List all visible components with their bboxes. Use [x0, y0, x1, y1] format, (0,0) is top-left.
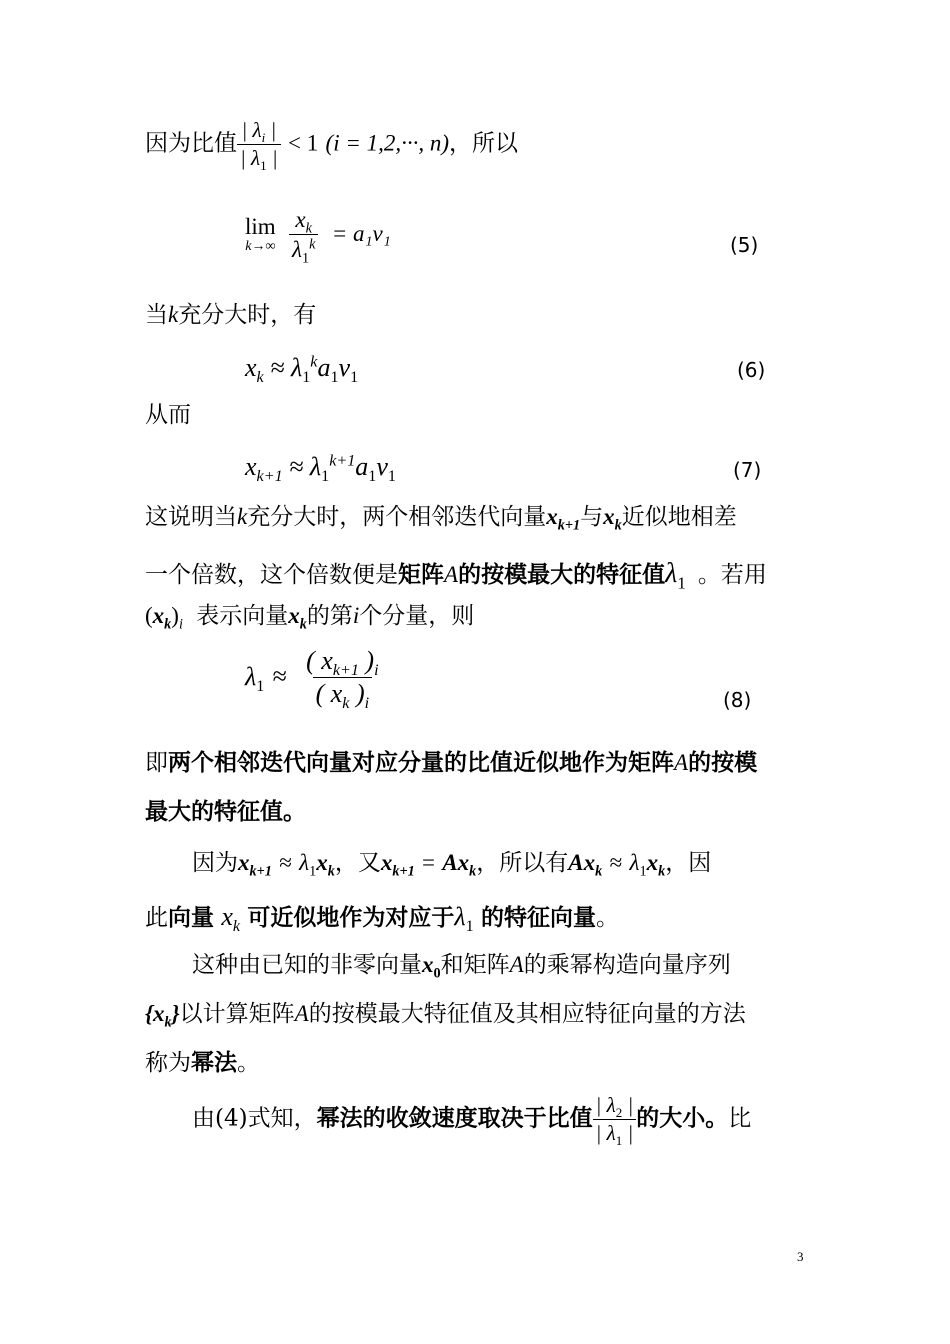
hence-line: 从而 [145, 402, 191, 428]
paragraph-line: 一个倍数，这个倍数便是矩阵A的按模最大的特征值$\lambda_1$ 。若用 [145, 558, 767, 593]
equation-6-number: (6) [737, 358, 766, 382]
paragraph-line: $\{x_k\}$以计算矩阵A的按模最大特征值及其相应特征向量的方法 [145, 1001, 746, 1031]
paragraph-line: 此向量 $x_k$ 可近似地作为对应于$\lambda_1$ 的特征向量。 [145, 902, 619, 936]
page-number: 3 [797, 1249, 804, 1264]
equation-7: $x_{k+1} \approx \lambda_1^{k+1}a_1v_1$ [245, 452, 396, 486]
paragraph-line: $(x_k)_i$ 表示向量$x_k$的第i个分量，则 [145, 603, 475, 633]
paragraph-line: 因为$x_{k+1} \approx \lambda_1x_k$，又$x_{k+1} = Ax_k$，所以有$Ax_k \approx \lambda_1x_k$，因 [192, 850, 712, 880]
paragraph-line: 最大的特征值。 [145, 798, 306, 825]
paragraph-line: 即两个相邻迭代向量对应分量的比值近似地作为矩阵A的按模 [145, 749, 758, 776]
equation-5: lim k→∞ $\frac{x_k}{\lambda_1^k}$ = a₁v₁ [245, 207, 391, 267]
equation-8-number: (8) [723, 688, 752, 712]
vector-x-k-plus-1: $x_{k+1}$ [546, 504, 581, 534]
equation-8: $\lambda_1$ ≈ $\frac{( x_{k+1} )_i}{( x_k )_i}$ [245, 646, 379, 713]
paragraph-line: 称为幂法。 [145, 1049, 260, 1076]
condition-line: 当k充分大时，有 [145, 302, 317, 328]
equation-5-number: (5) [730, 233, 759, 257]
paragraph-line: 这说明当k充分大时，两个相邻迭代向量$x_{k+1}$与$x_k$近似地相差 [145, 504, 737, 534]
ratio-condition-line: 因为比值 $\frac{| \lambda_i |}{| \lambda_1 |}$ < 1 (i = 1,2,···, n)，所以 [145, 118, 519, 174]
equation-6: $x_k \approx \lambda_1^ka_1v_1$ [245, 353, 359, 387]
paragraph-line: 这种由已知的非零向量$x_0$和矩阵A的乘幂构造向量序列 [192, 952, 731, 982]
paragraph-line: 由(4)式知，幂法的收敛速度取决于比值 $\frac{| \lambda_2 |}{| \lambda_1 |}$ 的大小。比 [192, 1093, 752, 1149]
ratio-fraction: $\frac{| \lambda_i |}{| \lambda_1 |}$ [237, 120, 281, 169]
equation-7-number: (7) [733, 458, 762, 482]
